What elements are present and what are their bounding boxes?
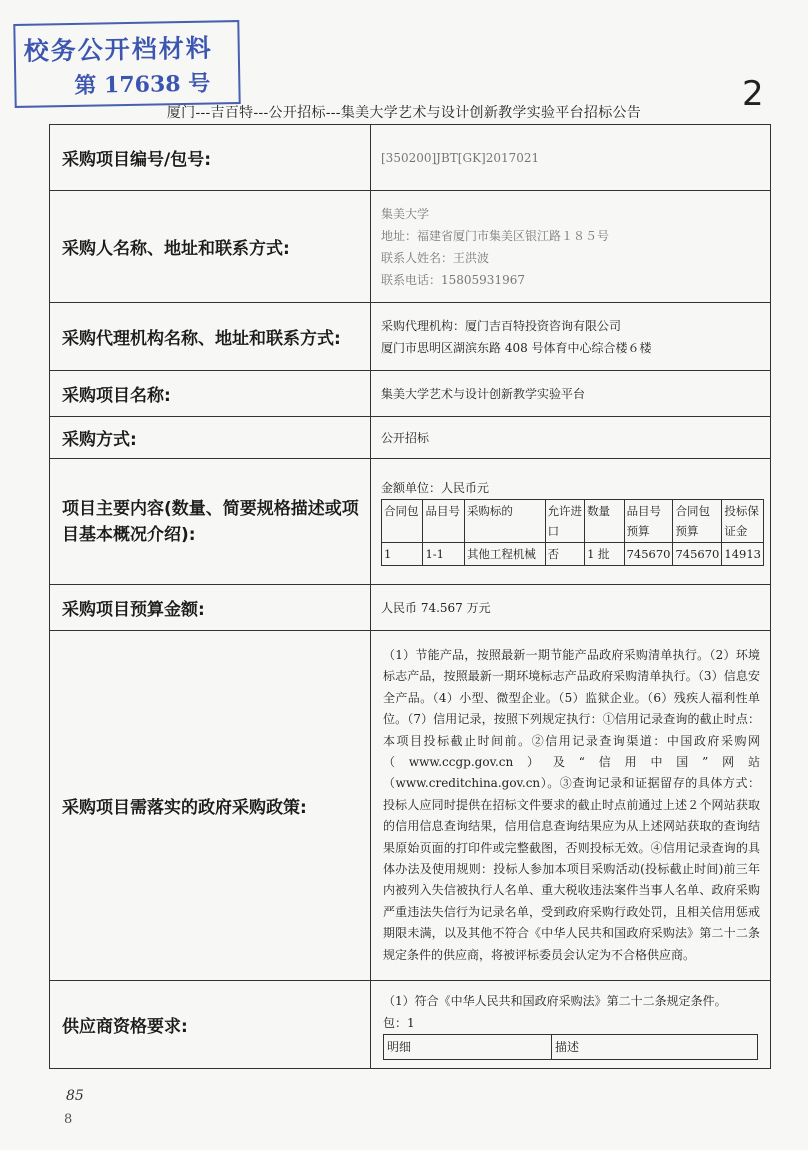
detail-header-item: 明细 <box>384 1034 552 1059</box>
page-number: 2 <box>742 74 764 114</box>
archive-stamp <box>13 20 240 108</box>
cell-deposit: 14913 <box>722 543 764 566</box>
row-content <box>50 459 771 585</box>
stamp-line1: 校务公开档材料 <box>23 33 214 66</box>
header-package-budget: 合同包预算 <box>673 500 722 543</box>
handwritten-note-2: 8 <box>64 1112 73 1127</box>
purchaser-info <box>371 191 771 303</box>
cell-package-budget: 745670 <box>673 543 722 566</box>
row-purchaser <box>50 191 771 303</box>
qualification-package: 包：1 <box>383 1015 415 1030</box>
stamp-line2: 第 17638 号 <box>74 70 211 99</box>
row-project-no <box>50 125 771 191</box>
header-item-budget: 品目号预算 <box>624 500 673 543</box>
header-subject: 采购标的 <box>464 500 545 543</box>
agency-address: 厦门市思明区湖滨东路 408 号体育中心综合楼６楼 <box>381 340 652 355</box>
project-name-value: 集美大学艺术与设计创新教学实验平台 <box>371 371 771 417</box>
qualification-cell <box>371 981 771 1069</box>
purchaser-contact: 联系人姓名：王洪波 <box>381 250 490 265</box>
qualification-label: 供应商资格要求: <box>50 981 371 1069</box>
purchaser-name: 集美大学 <box>381 206 430 221</box>
cell-quantity: 1 批 <box>585 543 625 566</box>
cell-subject: 其他工程机械 <box>464 543 545 566</box>
handwritten-note: 85 <box>66 1088 84 1104</box>
policy-label: 采购项目需落实的政府采购政策: <box>50 631 371 981</box>
project-name-label: 采购项目名称: <box>50 371 371 417</box>
items-table <box>381 499 764 566</box>
budget-value: 人民币 74.567 万元 <box>371 585 771 631</box>
policy-text: （1）节能产品，按照最新一期节能产品政府采购清单执行。（2）环境标志产品，按照最新一期环境标志产品政府采购清单执行。（3）信息安全产品。（4）小型、微型企业。（5）监狱企业。（6）残疾人福利性单位。（7）信用记录，按照下列规定执行：①信用记录查询的截止时点：本项目投标截止时间前。②信用记录查询渠道：中国政府采购网（www.ccgp.gov.cn）及“信用中国”网站（www.creditchina.gov.cn）。③查询记录和证据留存的具体方式：投标人应同时提供在招标文件要求的截止时点前通过上述２个网站获取的信用信息查询结果，信用信息查询结果应为从上述网站获取的查询结果原始页面的打印件或完整截图，否则投标无效。④信用记录查询的具体办法及使用规则：投标人参加本项目采购活动(投标截止时间)前三年内被列入失信被执行人名单、重大税收违法案件当事人名单、政府采购严重违法失信行为记录名单，受到政府采购行政处罚，且相关信用惩戒期限未满，以及其他不符合《中华人民共和国政府采购法》第二十二条规定条件的供应商，将被评标委员会认定为不合格供应商。 <box>371 631 771 981</box>
cell-import: 否 <box>545 543 585 566</box>
detail-header-description: 描述 <box>552 1034 758 1059</box>
cell-item-no: 1-1 <box>423 543 464 566</box>
cell-item-budget: 745670 <box>624 543 673 566</box>
purchaser-phone: 联系电话：15805931967 <box>381 272 525 287</box>
content-cell <box>371 459 771 585</box>
header-import: 允许进口 <box>545 500 585 543</box>
amount-unit: 金额单位：人民币元 <box>381 481 490 495</box>
project-no-value: [350200]JBT[GK]2017021 <box>371 125 771 191</box>
qualification-detail-table <box>383 1034 758 1060</box>
header-deposit: 投标保证金 <box>722 500 764 543</box>
method-value: 公开招标 <box>371 417 771 459</box>
items-row <box>382 543 764 566</box>
items-header-row <box>382 500 764 543</box>
row-agency <box>50 303 771 371</box>
announcement-table <box>49 124 771 1069</box>
agency-label: 采购代理机构名称、地址和联系方式: <box>50 303 371 371</box>
agency-info <box>371 303 771 371</box>
row-project-name <box>50 371 771 417</box>
row-qualification <box>50 981 771 1069</box>
content-label: 项目主要内容(数量、简要规格描述或项目基本概况介绍): <box>50 459 371 585</box>
qualification-text: （1）符合《中华人民共和国政府采购法》第二十二条规定条件。 <box>383 993 727 1008</box>
budget-label: 采购项目预算金额: <box>50 585 371 631</box>
row-budget <box>50 585 771 631</box>
row-policy <box>50 631 771 981</box>
project-no-label: 采购项目编号/包号: <box>50 125 371 191</box>
row-method <box>50 417 771 459</box>
purchaser-label: 采购人名称、地址和联系方式: <box>50 191 371 303</box>
method-label: 采购方式: <box>50 417 371 459</box>
purchaser-address: 地址：福建省厦门市集美区银江路１８５号 <box>381 228 610 243</box>
header-contract-package: 合同包 <box>382 500 423 543</box>
detail-header-row <box>384 1034 758 1059</box>
page-title: 厦门---吉百特---公开招标---集美大学艺术与设计创新教学实验平台招标公告 <box>166 105 642 121</box>
header-quantity: 数量 <box>585 500 625 543</box>
cell-contract-package: 1 <box>382 543 423 566</box>
agency-name: 采购代理机构：厦门吉百特投资咨询有限公司 <box>381 318 622 333</box>
header-item-no: 品目号 <box>423 500 464 543</box>
